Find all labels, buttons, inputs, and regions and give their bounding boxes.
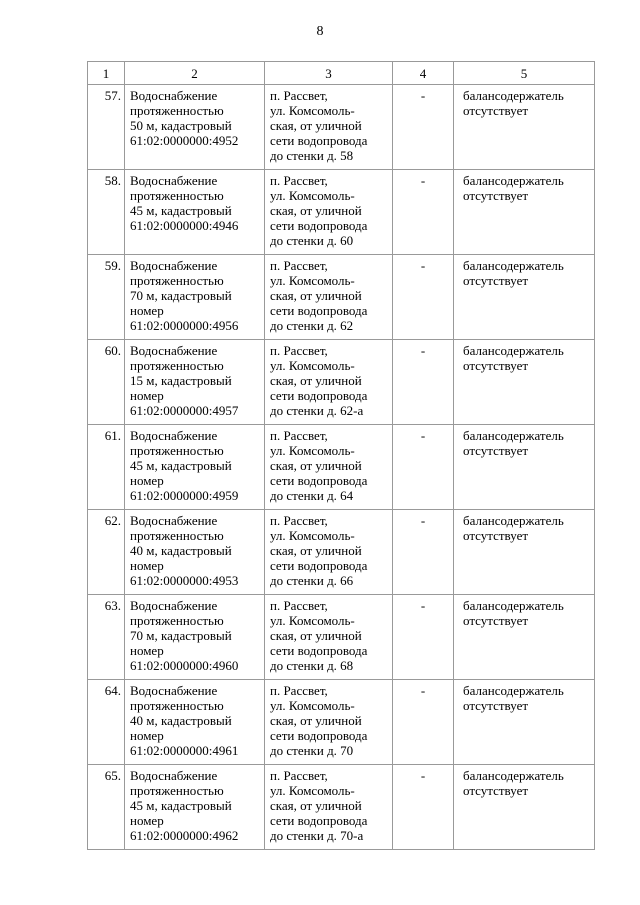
address-cell — [265, 340, 393, 425]
owner-cell — [454, 680, 595, 765]
name-line: Водоснабжение — [130, 513, 218, 528]
object-name-cell — [125, 595, 265, 680]
column-header: 2 — [125, 62, 265, 85]
address-line: ул. Комсомоль- — [270, 273, 355, 288]
row-number-cell: 59. — [88, 255, 125, 340]
name-line: Водоснабжение — [130, 258, 218, 273]
owner-cell — [454, 85, 595, 170]
owner-line: балансодержатель — [463, 683, 564, 698]
name-line: 61:02:0000000:4956 — [130, 318, 239, 333]
table-row — [88, 85, 595, 170]
row-number-cell: 57. — [88, 85, 125, 170]
address-line: ул. Комсомоль- — [270, 698, 355, 713]
address-cell — [265, 425, 393, 510]
address-line: п. Рассвет, — [270, 173, 328, 188]
row-number-cell: 60. — [88, 340, 125, 425]
name-line: номер — [130, 728, 164, 743]
row-number-cell: 62. — [88, 510, 125, 595]
name-line: номер — [130, 558, 164, 573]
owner-cell — [454, 255, 595, 340]
address-line: ская, от уличной — [270, 713, 362, 728]
address-line: п. Рассвет, — [270, 683, 328, 698]
object-name-cell — [125, 765, 265, 850]
name-line: протяженностью — [130, 273, 224, 288]
address-line: сети водопровода — [270, 813, 368, 828]
address-line: п. Рассвет, — [270, 88, 328, 103]
owner-line: балансодержатель — [463, 173, 564, 188]
column-4-cell: - — [393, 255, 454, 340]
table-row — [88, 425, 595, 510]
owner-cell — [454, 595, 595, 680]
table-row — [88, 595, 595, 680]
name-line: протяженностью — [130, 783, 224, 798]
name-line: 61:02:0000000:4961 — [130, 743, 239, 758]
object-name-cell — [125, 510, 265, 595]
address-cell — [265, 680, 393, 765]
address-line: сети водопровода — [270, 303, 368, 318]
address-line: ская, от уличной — [270, 203, 362, 218]
name-line: 40 м, кадастровый — [130, 543, 232, 558]
address-cell — [265, 595, 393, 680]
name-line: номер — [130, 388, 164, 403]
column-4-cell: - — [393, 595, 454, 680]
address-line: сети водопровода — [270, 558, 368, 573]
name-line: протяженностью — [130, 358, 224, 373]
row-number-cell: 63. — [88, 595, 125, 680]
owner-line: отсутствует — [463, 358, 529, 373]
name-line: 61:02:0000000:4952 — [130, 133, 239, 148]
name-line: 61:02:0000000:4962 — [130, 828, 239, 843]
address-cell — [265, 170, 393, 255]
address-line: до стенки д. 62-а — [270, 403, 364, 418]
column-header: 4 — [393, 62, 454, 85]
address-line: ская, от уличной — [270, 288, 362, 303]
address-line: до стенки д. 64 — [270, 488, 354, 503]
table-row — [88, 510, 595, 595]
owner-line: отсутствует — [463, 443, 529, 458]
address-line: п. Рассвет, — [270, 598, 328, 613]
address-line: сети водопровода — [270, 473, 368, 488]
object-name-cell — [125, 680, 265, 765]
name-line: протяженностью — [130, 613, 224, 628]
name-line: 70 м, кадастровый — [130, 628, 232, 643]
owner-line: балансодержатель — [463, 513, 564, 528]
name-line: протяженностью — [130, 698, 224, 713]
address-line: ул. Комсомоль- — [270, 443, 355, 458]
table-header-row — [88, 62, 595, 85]
address-line: до стенки д. 58 — [270, 148, 354, 163]
column-4-cell: - — [393, 85, 454, 170]
name-line: протяженностью — [130, 443, 224, 458]
address-line: ул. Комсомоль- — [270, 103, 355, 118]
owner-cell — [454, 765, 595, 850]
owner-line: балансодержатель — [463, 598, 564, 613]
row-number-cell: 61. — [88, 425, 125, 510]
name-line: Водоснабжение — [130, 343, 218, 358]
owner-line: балансодержатель — [463, 428, 564, 443]
owner-line: отсутствует — [463, 613, 529, 628]
name-line: протяженностью — [130, 188, 224, 203]
column-4-cell: - — [393, 340, 454, 425]
name-line: номер — [130, 303, 164, 318]
owner-line: отсутствует — [463, 273, 529, 288]
owner-line: балансодержатель — [463, 258, 564, 273]
owner-cell — [454, 170, 595, 255]
owner-cell — [454, 425, 595, 510]
table-row — [88, 340, 595, 425]
name-line: Водоснабжение — [130, 598, 218, 613]
address-line: ул. Комсомоль- — [270, 358, 355, 373]
address-line: до стенки д. 68 — [270, 658, 354, 673]
name-line: 61:02:0000000:4959 — [130, 488, 239, 503]
address-line: п. Рассвет, — [270, 428, 328, 443]
name-line: 40 м, кадастровый — [130, 713, 232, 728]
name-line: 50 м, кадастровый — [130, 118, 232, 133]
address-line: ская, от уличной — [270, 118, 362, 133]
address-line: ул. Комсомоль- — [270, 528, 355, 543]
table-row — [88, 765, 595, 850]
object-name-cell — [125, 255, 265, 340]
name-line: Водоснабжение — [130, 683, 218, 698]
address-line: п. Рассвет, — [270, 768, 328, 783]
name-line: номер — [130, 643, 164, 658]
name-line: протяженностью — [130, 103, 224, 118]
address-line: сети водопровода — [270, 643, 368, 658]
address-line: до стенки д. 70 — [270, 743, 354, 758]
address-line: сети водопровода — [270, 218, 368, 233]
name-line: 61:02:0000000:4960 — [130, 658, 239, 673]
name-line: Водоснабжение — [130, 428, 218, 443]
table-row — [88, 170, 595, 255]
address-line: до стенки д. 70-а — [270, 828, 364, 843]
name-line: 61:02:0000000:4946 — [130, 218, 239, 233]
address-line: п. Рассвет, — [270, 513, 328, 528]
name-line: Водоснабжение — [130, 88, 218, 103]
column-header: 3 — [265, 62, 393, 85]
name-line: 45 м, кадастровый — [130, 203, 232, 218]
address-line: ская, от уличной — [270, 543, 362, 558]
row-number-cell: 64. — [88, 680, 125, 765]
name-line: Водоснабжение — [130, 768, 218, 783]
address-line: ская, от уличной — [270, 458, 362, 473]
name-line: номер — [130, 813, 164, 828]
address-line: ская, от уличной — [270, 628, 362, 643]
object-name-cell — [125, 170, 265, 255]
column-4-cell: - — [393, 680, 454, 765]
address-cell — [265, 765, 393, 850]
owner-line: балансодержатель — [463, 88, 564, 103]
owner-cell — [454, 340, 595, 425]
table-row — [88, 255, 595, 340]
owner-line: отсутствует — [463, 528, 529, 543]
address-line: ская, от уличной — [270, 373, 362, 388]
object-name-cell — [125, 425, 265, 510]
address-line: ул. Комсомоль- — [270, 188, 355, 203]
address-cell — [265, 510, 393, 595]
table-row — [88, 680, 595, 765]
address-line: ул. Комсомоль- — [270, 613, 355, 628]
address-line: ул. Комсомоль- — [270, 783, 355, 798]
column-header: 1 — [88, 62, 125, 85]
column-4-cell: - — [393, 425, 454, 510]
owner-line: балансодержатель — [463, 343, 564, 358]
object-name-cell — [125, 85, 265, 170]
name-line: номер — [130, 473, 164, 488]
name-line: 15 м, кадастровый — [130, 373, 232, 388]
name-line: Водоснабжение — [130, 173, 218, 188]
row-number-cell: 58. — [88, 170, 125, 255]
owner-line: отсутствует — [463, 698, 529, 713]
address-line: п. Рассвет, — [270, 258, 328, 273]
column-4-cell: - — [393, 170, 454, 255]
page-number: 8 — [316, 24, 324, 39]
address-line: п. Рассвет, — [270, 343, 328, 358]
name-line: 45 м, кадастровый — [130, 458, 232, 473]
name-line: 70 м, кадастровый — [130, 288, 232, 303]
address-line: до стенки д. 62 — [270, 318, 354, 333]
owner-line: отсутствует — [463, 783, 529, 798]
objects-table — [87, 61, 595, 850]
address-cell — [265, 85, 393, 170]
address-line: ская, от уличной — [270, 798, 362, 813]
column-4-cell: - — [393, 510, 454, 595]
address-cell — [265, 255, 393, 340]
address-line: сети водопровода — [270, 388, 368, 403]
object-name-cell — [125, 340, 265, 425]
address-line: сети водопровода — [270, 133, 368, 148]
column-header: 5 — [454, 62, 595, 85]
address-line: до стенки д. 60 — [270, 233, 354, 248]
name-line: протяженностью — [130, 528, 224, 543]
name-line: 61:02:0000000:4957 — [130, 403, 239, 418]
address-line: сети водопровода — [270, 728, 368, 743]
column-4-cell: - — [393, 765, 454, 850]
address-line: до стенки д. 66 — [270, 573, 354, 588]
name-line: 61:02:0000000:4953 — [130, 573, 239, 588]
owner-line: балансодержатель — [463, 768, 564, 783]
owner-cell — [454, 510, 595, 595]
row-number-cell: 65. — [88, 765, 125, 850]
owner-line: отсутствует — [463, 103, 529, 118]
owner-line: отсутствует — [463, 188, 529, 203]
name-line: 45 м, кадастровый — [130, 798, 232, 813]
